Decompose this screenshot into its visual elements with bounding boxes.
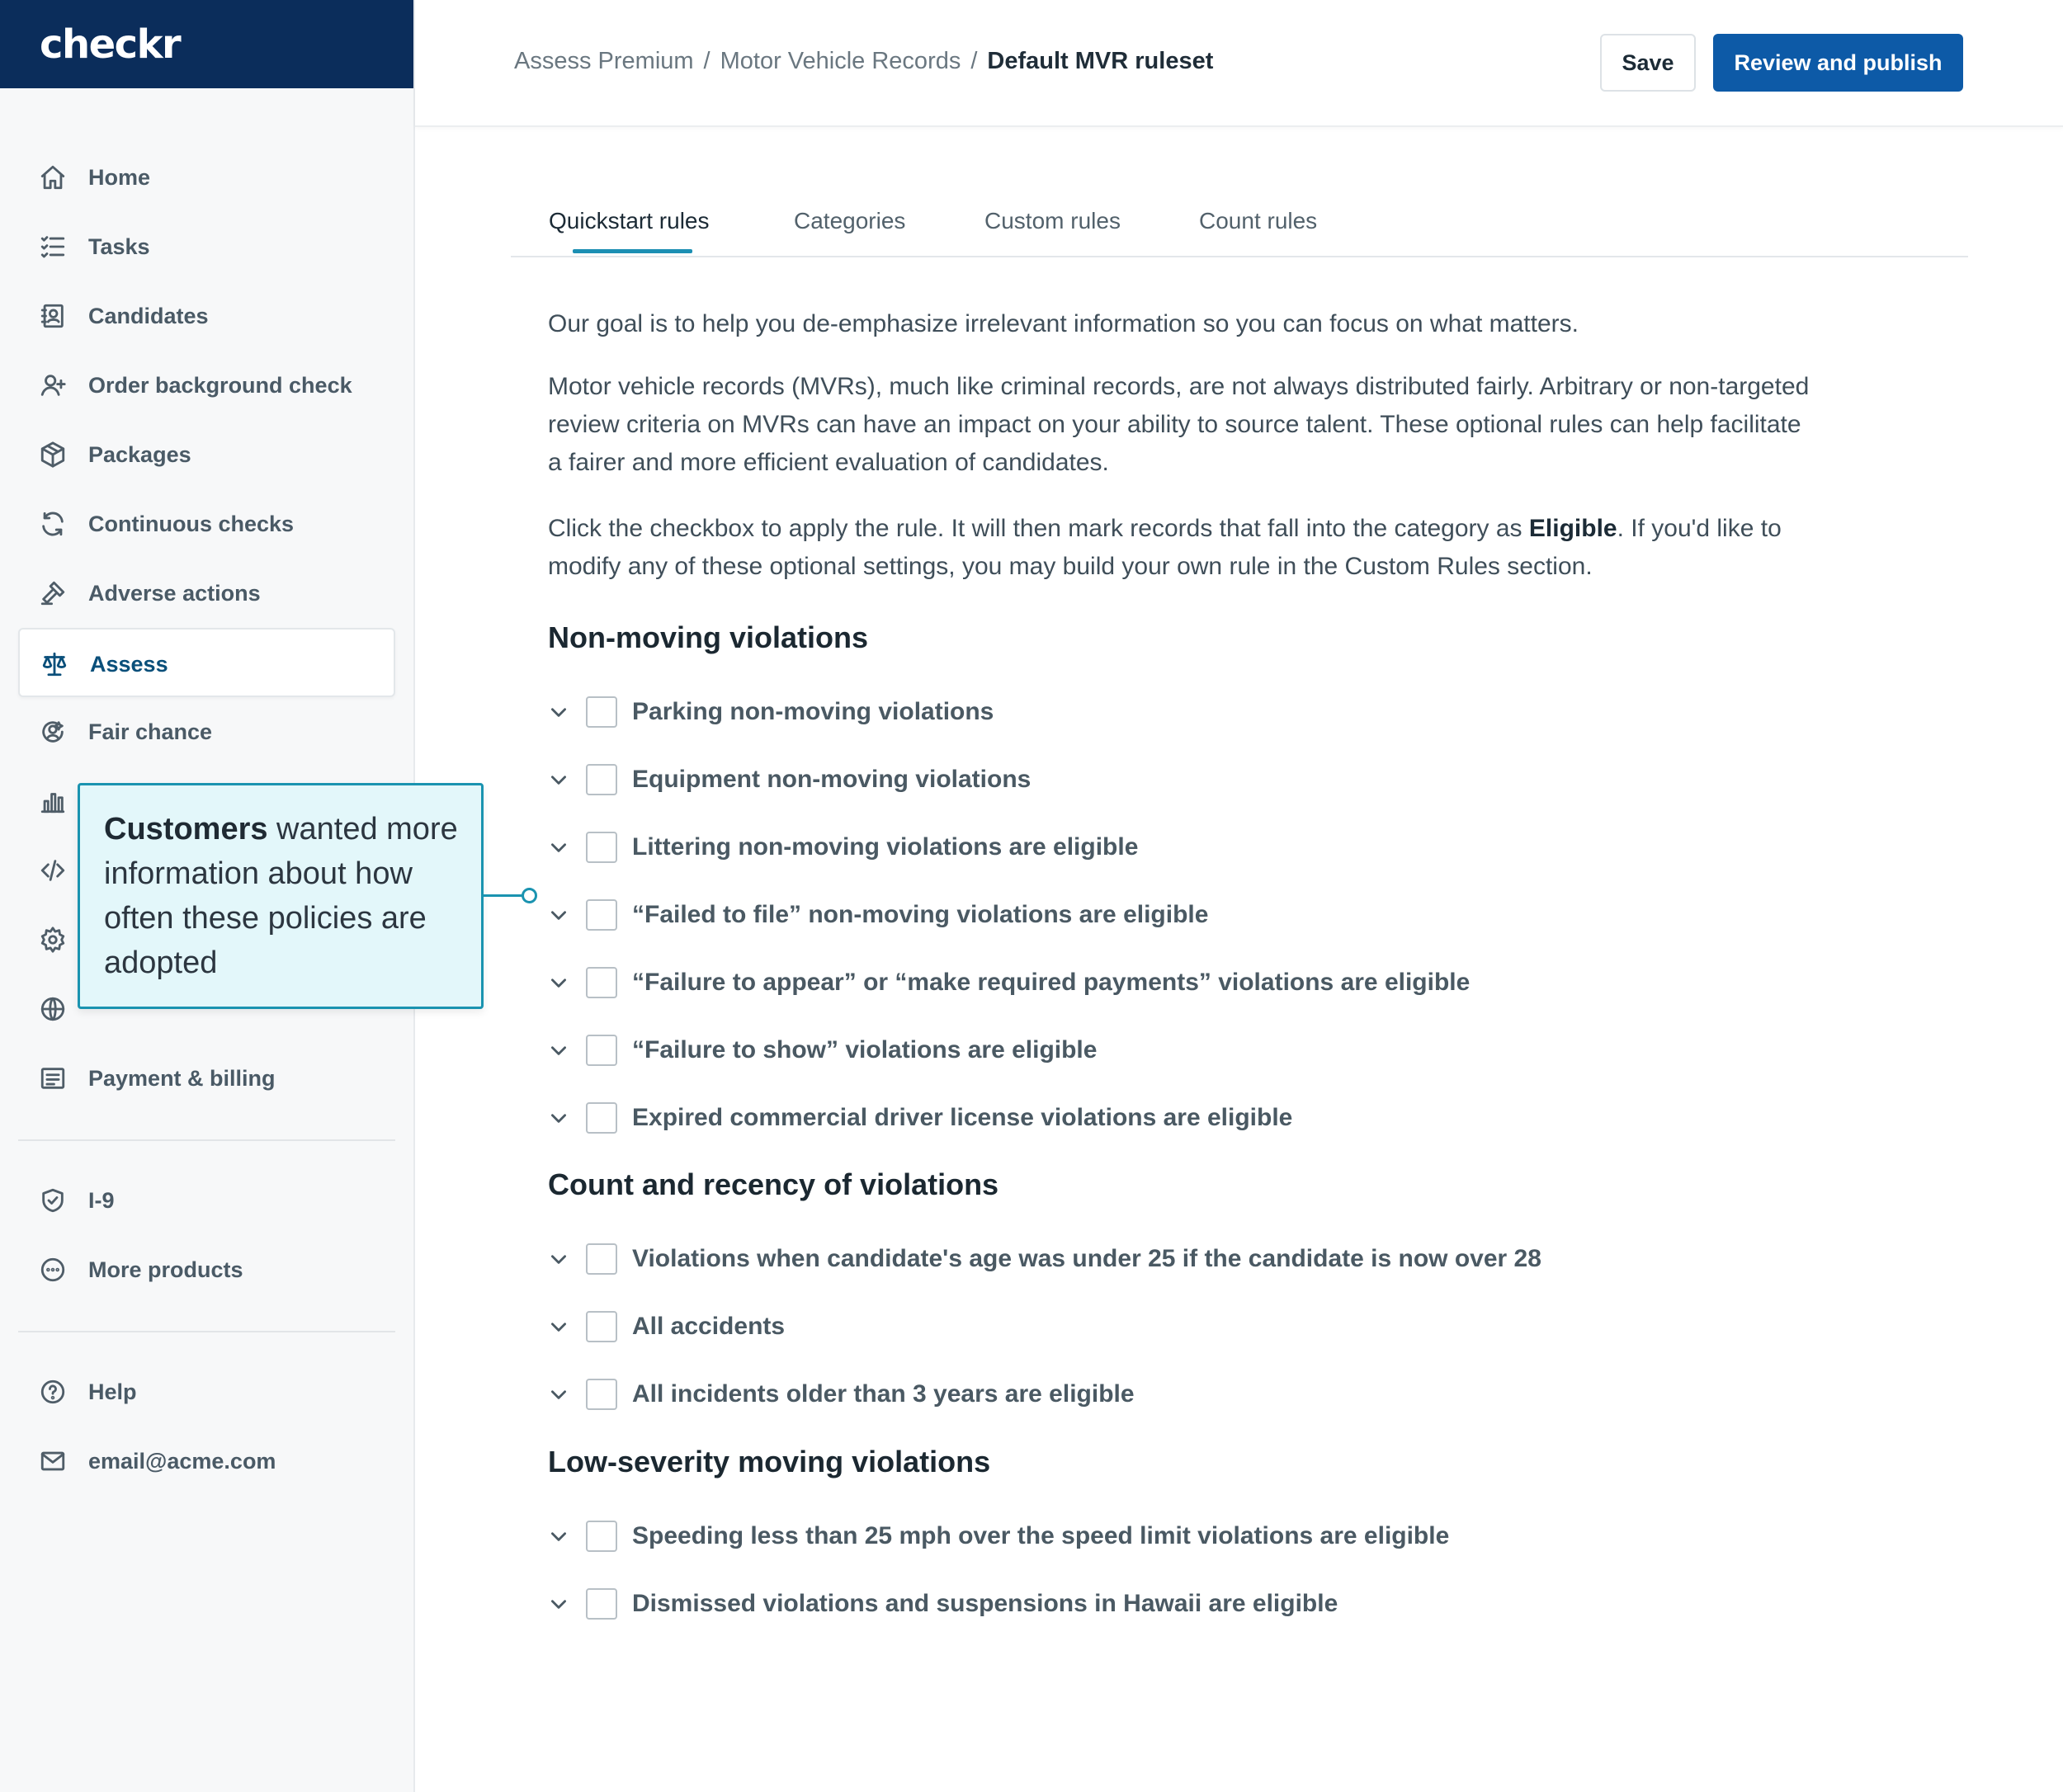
chevron-down-icon[interactable] <box>548 1384 569 1405</box>
breadcrumb <box>514 48 1213 75</box>
billing-icon <box>39 1064 67 1092</box>
rule-row[interactable] <box>548 827 1138 868</box>
package-icon <box>39 441 67 469</box>
sidebar-item-label: Candidates <box>88 304 209 328</box>
rule-checkbox[interactable] <box>586 1379 617 1410</box>
sidebar-item-fair-chance[interactable] <box>18 697 395 766</box>
rule-label: Dismissed violations and suspensions in Hawaii are eligible <box>632 1590 1338 1617</box>
sidebar-item-candidates[interactable] <box>18 281 395 351</box>
chevron-down-icon[interactable] <box>548 972 569 993</box>
rule-checkbox[interactable] <box>586 1311 617 1342</box>
sidebar-item-adverse-actions[interactable] <box>18 559 395 628</box>
scale-icon <box>40 650 68 678</box>
shield-check-icon <box>39 1186 67 1214</box>
rule-row[interactable] <box>548 1516 1449 1557</box>
sidebar-item-payment-billing[interactable] <box>18 1044 395 1113</box>
rule-label: Equipment non-moving violations <box>632 766 1032 793</box>
chevron-down-icon[interactable] <box>548 837 569 858</box>
gavel-icon <box>39 579 67 607</box>
top-header <box>415 0 2063 127</box>
rule-checkbox[interactable] <box>586 696 617 728</box>
rule-checkbox[interactable] <box>586 832 617 863</box>
fair-chance-icon <box>39 718 67 746</box>
section-title: Non-moving violations <box>548 620 869 654</box>
sidebar-divider <box>18 1139 395 1141</box>
more-icon <box>39 1256 67 1284</box>
sidebar-item-label: Payment & billing <box>88 1066 276 1091</box>
rule-label: Expired commercial driver license violations are eligible <box>632 1104 1293 1131</box>
intro-instructions <box>548 510 1810 586</box>
mail-icon <box>39 1447 67 1475</box>
sidebar-item-label: Home <box>88 165 151 190</box>
sidebar-item-label: Order background check <box>88 373 352 398</box>
intro-paragraph: Our goal is to help you de-emphasize irrelevant information so you can focus on what matters. <box>548 310 1579 337</box>
rule-row[interactable] <box>548 1374 1135 1415</box>
rule-checkbox[interactable] <box>586 967 617 998</box>
rule-label: “Failure to show” violations are eligible <box>632 1036 1098 1063</box>
sidebar-item-label: Help <box>88 1379 137 1404</box>
analytics-icon <box>39 787 67 815</box>
rule-label: Violations when candidate's age was under 25 if the candidate is now over 28 <box>632 1245 1541 1272</box>
rule-row[interactable] <box>548 1097 1292 1139</box>
rule-label: “Failure to appear” or “make required payments” violations are eligible <box>632 969 1471 996</box>
rule-label: “Failed to file” non-moving violations are eligible <box>632 901 1209 928</box>
instructions-text: Click the checkbox to apply the rule. It will then mark records that fall into the category as <box>548 515 1529 542</box>
rule-label: Littering non-moving violations are eligible <box>632 833 1139 861</box>
tab-categories[interactable]: Categories <box>794 208 906 233</box>
tab-count-rules[interactable]: Count rules <box>1199 208 1318 233</box>
breadcrumb-current: Default MVR ruleset <box>987 48 1214 74</box>
chevron-down-icon[interactable] <box>548 701 569 723</box>
rule-checkbox[interactable] <box>586 1035 617 1066</box>
annotation-callout <box>78 783 484 1009</box>
sidebar-item-assess[interactable] <box>18 628 395 697</box>
sidebar-item-label: Adverse actions <box>88 581 261 606</box>
rule-checkbox[interactable] <box>586 764 617 795</box>
rule-label: Parking non-moving violations <box>632 698 994 725</box>
rule-row[interactable] <box>548 1306 785 1347</box>
breadcrumb-motor-vehicle-records[interactable]: Motor Vehicle Records <box>720 48 961 74</box>
tab-custom-rules[interactable]: Custom rules <box>984 208 1121 233</box>
save-button[interactable]: Save <box>1600 34 1696 92</box>
rule-checkbox[interactable] <box>586 1243 617 1275</box>
gear-icon <box>39 926 67 954</box>
section-title: Low-severity moving violations <box>548 1445 991 1478</box>
home-icon <box>39 163 67 191</box>
breadcrumb-separator: / <box>703 48 710 74</box>
active-tab-indicator <box>573 249 692 253</box>
rule-checkbox[interactable] <box>586 1521 617 1552</box>
brand-bar <box>0 0 413 88</box>
sidebar-item-label: Assess <box>90 652 168 677</box>
sidebar-item-label: Fair chance <box>88 719 213 744</box>
add-user-icon <box>39 371 67 399</box>
sidebar-item-label: I-9 <box>88 1188 115 1213</box>
rule-row[interactable] <box>548 1030 1097 1071</box>
sidebar-item-tasks[interactable] <box>18 212 395 281</box>
callout-anchor-dot <box>522 888 537 903</box>
eligible-keyword: Eligible <box>1528 515 1617 542</box>
refresh-icon <box>39 510 67 538</box>
tab-quickstart-rules[interactable]: Quickstart rules <box>549 208 710 233</box>
rule-label: All accidents <box>632 1313 786 1340</box>
rule-row[interactable] <box>548 759 1031 800</box>
rule-row[interactable] <box>548 1583 1338 1625</box>
sidebar-item-label: Packages <box>88 442 191 467</box>
sidebar-item-packages[interactable] <box>18 420 395 489</box>
rule-row[interactable] <box>548 962 1470 1003</box>
callout-text: wanted more information about how often these policies are adopted <box>104 812 458 980</box>
sidebar-item-more-products[interactable] <box>18 1235 395 1304</box>
review-and-publish-button[interactable]: Review and publish <box>1713 34 1963 92</box>
chevron-down-icon[interactable] <box>548 1593 569 1615</box>
sidebar-item-i9[interactable] <box>18 1166 395 1235</box>
sidebar-item-order-background-check[interactable] <box>18 351 395 420</box>
sidebar-item-help[interactable] <box>18 1357 395 1427</box>
rule-checkbox[interactable] <box>586 899 617 931</box>
rule-row[interactable] <box>548 894 1208 936</box>
rule-row[interactable] <box>548 1238 1541 1280</box>
rule-label: Speeding less than 25 mph over the speed limit violations are eligible <box>632 1522 1450 1549</box>
checkr-logo[interactable]: checkr <box>40 21 181 68</box>
breadcrumb-separator: / <box>970 48 978 74</box>
callout-connector <box>484 894 525 897</box>
candidates-icon <box>39 302 67 330</box>
chevron-down-icon[interactable] <box>548 1248 569 1270</box>
help-icon <box>39 1378 67 1406</box>
sidebar-item-label: Continuous checks <box>88 512 295 536</box>
section-title: Count and recency of violations <box>548 1167 999 1201</box>
instructions-text: . If you'd like to modify any of these optional settings, you may build your own rule in the Custom Rules section. <box>548 515 1782 580</box>
sidebar-item-home[interactable] <box>18 143 395 212</box>
sidebar-item-label: email@acme.com <box>88 1449 276 1474</box>
callout-bold-text: Customers <box>104 812 268 846</box>
rule-label: All incidents older than 3 years are eligible <box>632 1380 1135 1408</box>
chevron-down-icon[interactable] <box>548 1316 569 1337</box>
tasks-icon <box>39 233 67 261</box>
chevron-down-icon[interactable] <box>548 1107 569 1129</box>
rule-checkbox[interactable] <box>586 1588 617 1620</box>
code-icon <box>39 856 67 884</box>
sidebar-item-label: More products <box>88 1257 243 1282</box>
sidebar-divider <box>18 1331 395 1332</box>
rule-row[interactable] <box>548 691 994 733</box>
chevron-down-icon[interactable] <box>548 904 569 926</box>
chevron-down-icon[interactable] <box>548 1040 569 1061</box>
rule-checkbox[interactable] <box>586 1102 617 1134</box>
sidebar-item-account-email[interactable] <box>18 1427 395 1496</box>
sidebar-item-continuous-checks[interactable] <box>18 489 395 559</box>
sidebar-item-label: Tasks <box>88 234 150 259</box>
intro-paragraph: Motor vehicle records (MVRs), much like criminal records, are not always distributed fairly. Arbitrary or non-targeted review criteria on MVRs can have an impact on your ability to source talent. These optional rules can help facilitate a fairer and more efficient evaluation of candidates. <box>548 373 1810 476</box>
ruleset-tabs <box>511 203 1968 257</box>
chevron-down-icon[interactable] <box>548 769 569 790</box>
globe-icon <box>39 995 67 1023</box>
breadcrumb-assess-premium[interactable]: Assess Premium <box>514 48 694 74</box>
chevron-down-icon[interactable] <box>548 1526 569 1547</box>
